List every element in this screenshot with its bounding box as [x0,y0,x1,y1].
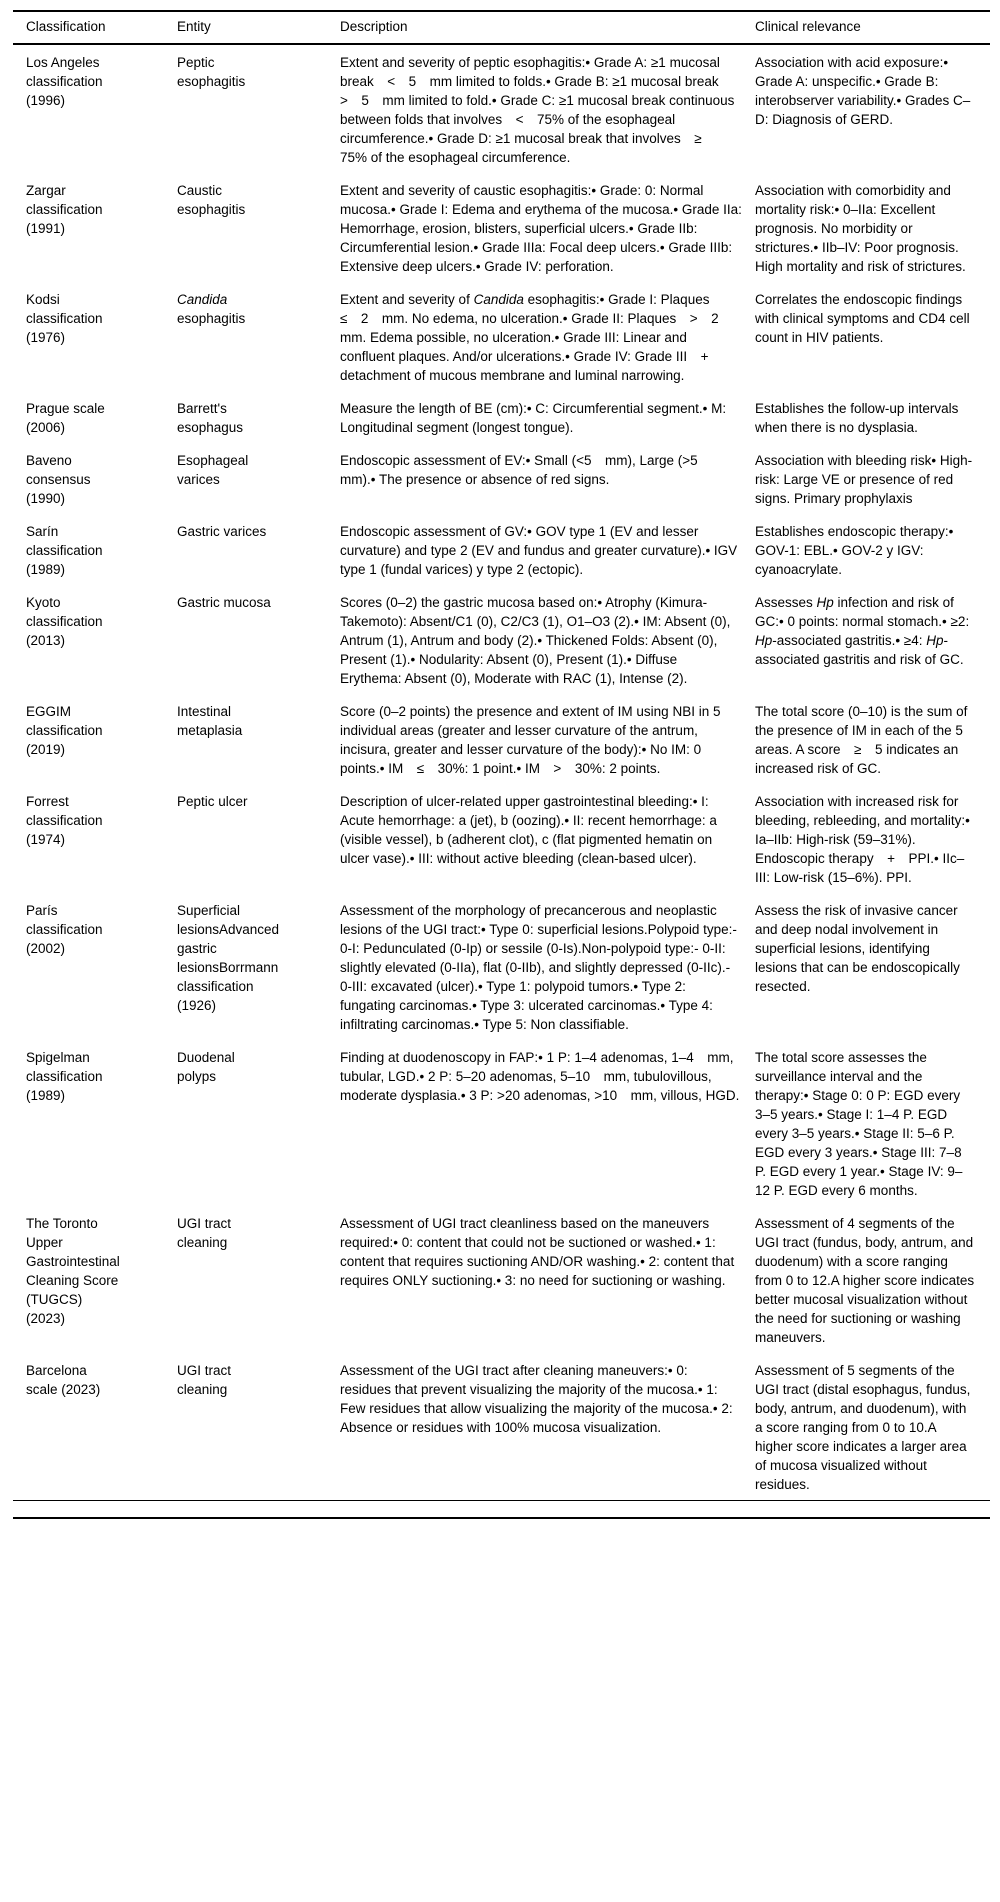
cell-clinical-relevance: Association with comorbidity and mortality risk:• 0–IIa: Excellent prognosis. No morbidity or strictures.• IIb–IV: Poor prognosis. High mortality and risk of strictures. [755,183,966,274]
cell-description: Assessment of UGI tract cleanliness based on the maneuvers required:• 0: content that could not be suctioned or washed.• 1: content that requires suctioning AND/OR washing.• 2: content that requires ONLY suctioning.• 3: no need for suctioning or washing. [340,1216,735,1288]
cell-description: Assessment of the UGI tract after cleaning maneuvers:• 0: residues that prevent visualizing the majority of the mucosa.• 1: Few residues that allow visualizing the majority of the mucosa.• 2: Absence or residues with 100% mucosa visualization. [340,1363,733,1435]
bottom-gap [13,1501,990,1517]
classification-table-wrap [13,10,990,1517]
cell-classification: The Toronto Upper Gastrointestinal Cleaning Score (TUGCS) (2023) [26,1216,120,1326]
cell-entity: Peptic esophagitis [177,55,246,89]
cell-entity: Gastric varices [177,524,267,539]
table-row [13,1206,990,1353]
column-header-classification: Classification [13,11,177,44]
table-row [13,1040,990,1206]
cell-classification: Zargar classification (1991) [26,183,103,236]
cell-clinical-relevance: The total score (0–10) is the sum of the presence of IM in each of the 5 areas. A score ≥ 5 indicates an increased risk of GC. [755,704,968,776]
table-row [13,44,990,173]
column-header-clinical-relevance: Clinical relevance [755,11,990,44]
table-row [13,585,990,694]
cell-entity: Caustic esophagitis [177,183,246,217]
cell-classification: Prague scale (2006) [26,401,105,435]
cell-description: Scores (0–2) the gastric mucosa based on:• Atrophy (Kimura-Takemoto): Absent/C1 (0), C2/C3 (1), O1–O3 (2).• IM: Absent (0), Antrum (1), Antrum and body (2).• Thickened Folds: Absent (0), Present (1).• Nodularity: Absent (0), Present (1).• Diffuse Erythema: Absent (0), Moderate with RAC (1), Intense (2). [340,595,731,686]
cell-description: Measure the length of BE (cm):• C: Circumferential segment.• M: Longitudinal segment (longest tongue). [340,401,727,435]
cell-classification: París classification (2002) [26,903,103,956]
cell-classification: Los Angeles classification (1996) [26,55,103,108]
table-row [13,514,990,585]
cell-description: Finding at duodenoscopy in FAP:• 1 P: 1–4 adenomas, 1–4 mm, tubular, LGD.• 2 P: 5–20 adenomas, 5–10 mm, tubulovillous, moderate dysplasia.• 3 P: >20 adenomas, >10 mm, villous, HGD. [340,1050,740,1103]
table-body [13,44,990,1501]
table-row [13,282,990,391]
cell-description: Extent and severity of caustic esophagitis:• Grade: 0: Normal mucosa.• Grade I: Edema and erythema of the mucosa.• Grade IIa: Hemorrhage, erosion, blisters, superficial ulcers.• Grade IIb: Circumferential lesion.• Grade IIIa: Focal deep ulcers.• Grade IIIb: Extensive deep ulcers.• Grade IV: perforation. [340,183,742,274]
cell-classification: Forrest classification (1974) [26,794,103,847]
table-row [13,391,990,443]
cell-entity: Candida esophagitis [177,292,246,326]
cell-entity: Intestinal metaplasia [177,704,243,738]
cell-description: Score (0–2 points) the presence and extent of IM using NBI in 5 individual areas (greater and lesser curvature of the antrum, incisura, greater and lesser curvature of the body):• No IM: 0 points.• IM ≤ 30%: 1 point.• IM > 30%: 2 points. [340,704,721,776]
cell-entity: Peptic ulcer [177,794,248,809]
cell-description: Extent and severity of peptic esophagitis:• Grade A: ≥1 mucosal break < 5 mm limited to folds.• Grade B: ≥1 mucosal break > 5 mm limited to fold.• Grade C: ≥1 mucosal break continuous between folds that involves < 75% of the esophageal circumference.• Grade D: ≥1 mucosal break that involves ≥ 75% of the esophageal circumference. [340,55,735,165]
cell-classification: Barcelona scale (2023) [26,1363,101,1397]
cell-clinical-relevance: Establishes the follow-up intervals when there is no dysplasia. [755,401,959,435]
table-row [13,173,990,282]
cell-description: Endoscopic assessment of GV:• GOV type 1 (EV and lesser curvature) and type 2 (EV and fundus and greater curvature).• IGV type 1 (fundal varices) y type 2 (ectopic). [340,524,738,577]
table-row [13,1353,990,1501]
cell-clinical-relevance: Association with bleeding risk• High-risk: Large VE or presence of red signs. Primary prophylaxis [755,453,973,506]
cell-clinical-relevance: Establishes endoscopic therapy:• GOV-1: EBL.• GOV-2 y IGV: cyanoacrylate. [755,524,954,577]
cell-description: Endoscopic assessment of EV:• Small (<5 mm), Large (>5 mm).• The presence or absence of red signs. [340,453,712,487]
cell-classification: Kyoto classification (2013) [26,595,103,648]
cell-description: Assessment of the morphology of precancerous and neoplastic lesions of the UGI tract:• Type 0: superficial lesions.Polypoid type:- 0-I: Pedunculated (0-Ip) or sessile (0-Is).Non-polypoid type:- 0-II: slightly elevated (0-IIa), flat (0-IIb), and slightly depressed (0-IIc).- 0-III: excavated (ulcer).• Type 1: polypoid tumors.• Type 2: fungating carcinomas.• Type 3: ulcerated carcinomas.• Type 4: infiltrating carcinomas.• Type 5: Non classifiable. [340,903,737,1032]
cell-classification: Kodsi classification (1976) [26,292,103,345]
cell-description: Extent and severity of Candida esophagitis:• Grade I: Plaques ≤ 2 mm. No edema, no ulceration.• Grade II: Plaques > 2 mm. Edema possible, no ulceration.• Grade III: Linear and confluent plaques. And/or ulcerations.• Grade IV: Grade III + detachment of mucous membrane and luminal narrowing. [340,292,733,383]
cell-entity: Duodenal polyps [177,1050,235,1084]
cell-clinical-relevance: Association with acid exposure:• Grade A: unspecific.• Grade B: interobserver variability.• Grades C–D: Diagnosis of GERD. [755,55,971,127]
cell-clinical-relevance: Association with increased risk for bleeding, rebleeding, and mortality:• Ia–IIb: High-risk (59–31%). Endoscopic therapy + PPI.• IIc–III: Low-risk (15–6%). PPI. [755,794,970,885]
classification-table [13,10,990,1501]
cell-entity: Superficial lesionsAdvanced gastric lesionsBorrmann classification (1926) [177,903,280,1013]
cell-entity: UGI tract cleaning [177,1216,232,1250]
cell-clinical-relevance: Assesses Hp infection and risk of GC:• 0 points: normal stomach.• ≥2: Hp-associated gastritis.• ≥4: Hp-associated gastritis and risk of GC. [755,595,970,667]
table-row [13,893,990,1040]
cell-entity: UGI tract cleaning [177,1363,232,1397]
cell-description: Description of ulcer-related upper gastrointestinal bleeding:• I: Acute hemorrhage: a (jet), b (oozing).• II: recent hemorrhage: a (visible vessel), b (adherent clot), c (flat pigmented hematin on ulcer vase).• III: without active bleeding (clean-based ulcer). [340,794,717,866]
cell-classification: Spigelman classification (1989) [26,1050,103,1103]
column-header-description: Description [340,11,755,44]
cell-entity: Gastric mucosa [177,595,271,610]
cell-clinical-relevance: The total score assesses the surveillance interval and the therapy:• Stage 0: 0 P: EGD every 3–5 years.• Stage I: 1–4 P. EGD every 3–5 years.• Stage II: 5–6 P. EGD every 3 years.• Stage III: 7–8 P. EGD every 1 year.• Stage IV: 9–12 P. EGD every 6 months. [755,1050,963,1198]
cell-clinical-relevance: Assessment of 5 segments of the UGI tract (distal esophagus, fundus, body, antrum, and duodenum), with a score ranging from 0 to 10.A higher score indicates a larger area of mucosa visualized without residues. [755,1363,971,1492]
table-row [13,784,990,893]
cell-entity: Esophageal varices [177,453,249,487]
cell-classification: EGGIM classification (2019) [26,704,103,757]
cell-classification: Baveno consensus (1990) [26,453,91,506]
table-bottom-rule [13,1517,990,1519]
cell-clinical-relevance: Assess the risk of invasive cancer and deep nodal involvement in superficial lesions, identifying lesions that can be endoscopically resected. [755,903,960,994]
cell-classification: Sarín classification (1989) [26,524,103,577]
column-header-entity: Entity [177,11,340,44]
table-header-row [13,11,990,44]
cell-clinical-relevance: Correlates the endoscopic findings with clinical symptoms and CD4 cell count in HIV patients. [755,292,970,345]
cell-entity: Barrett's esophagus [177,401,244,435]
table-row [13,694,990,784]
cell-clinical-relevance: Assessment of 4 segments of the UGI tract (fundus, body, antrum, and duodenum) with a score ranging from 0 to 12.A higher score indicates better mucosal visualization without the need for suctioning or washing maneuvers. [755,1216,975,1345]
table-row [13,443,990,514]
